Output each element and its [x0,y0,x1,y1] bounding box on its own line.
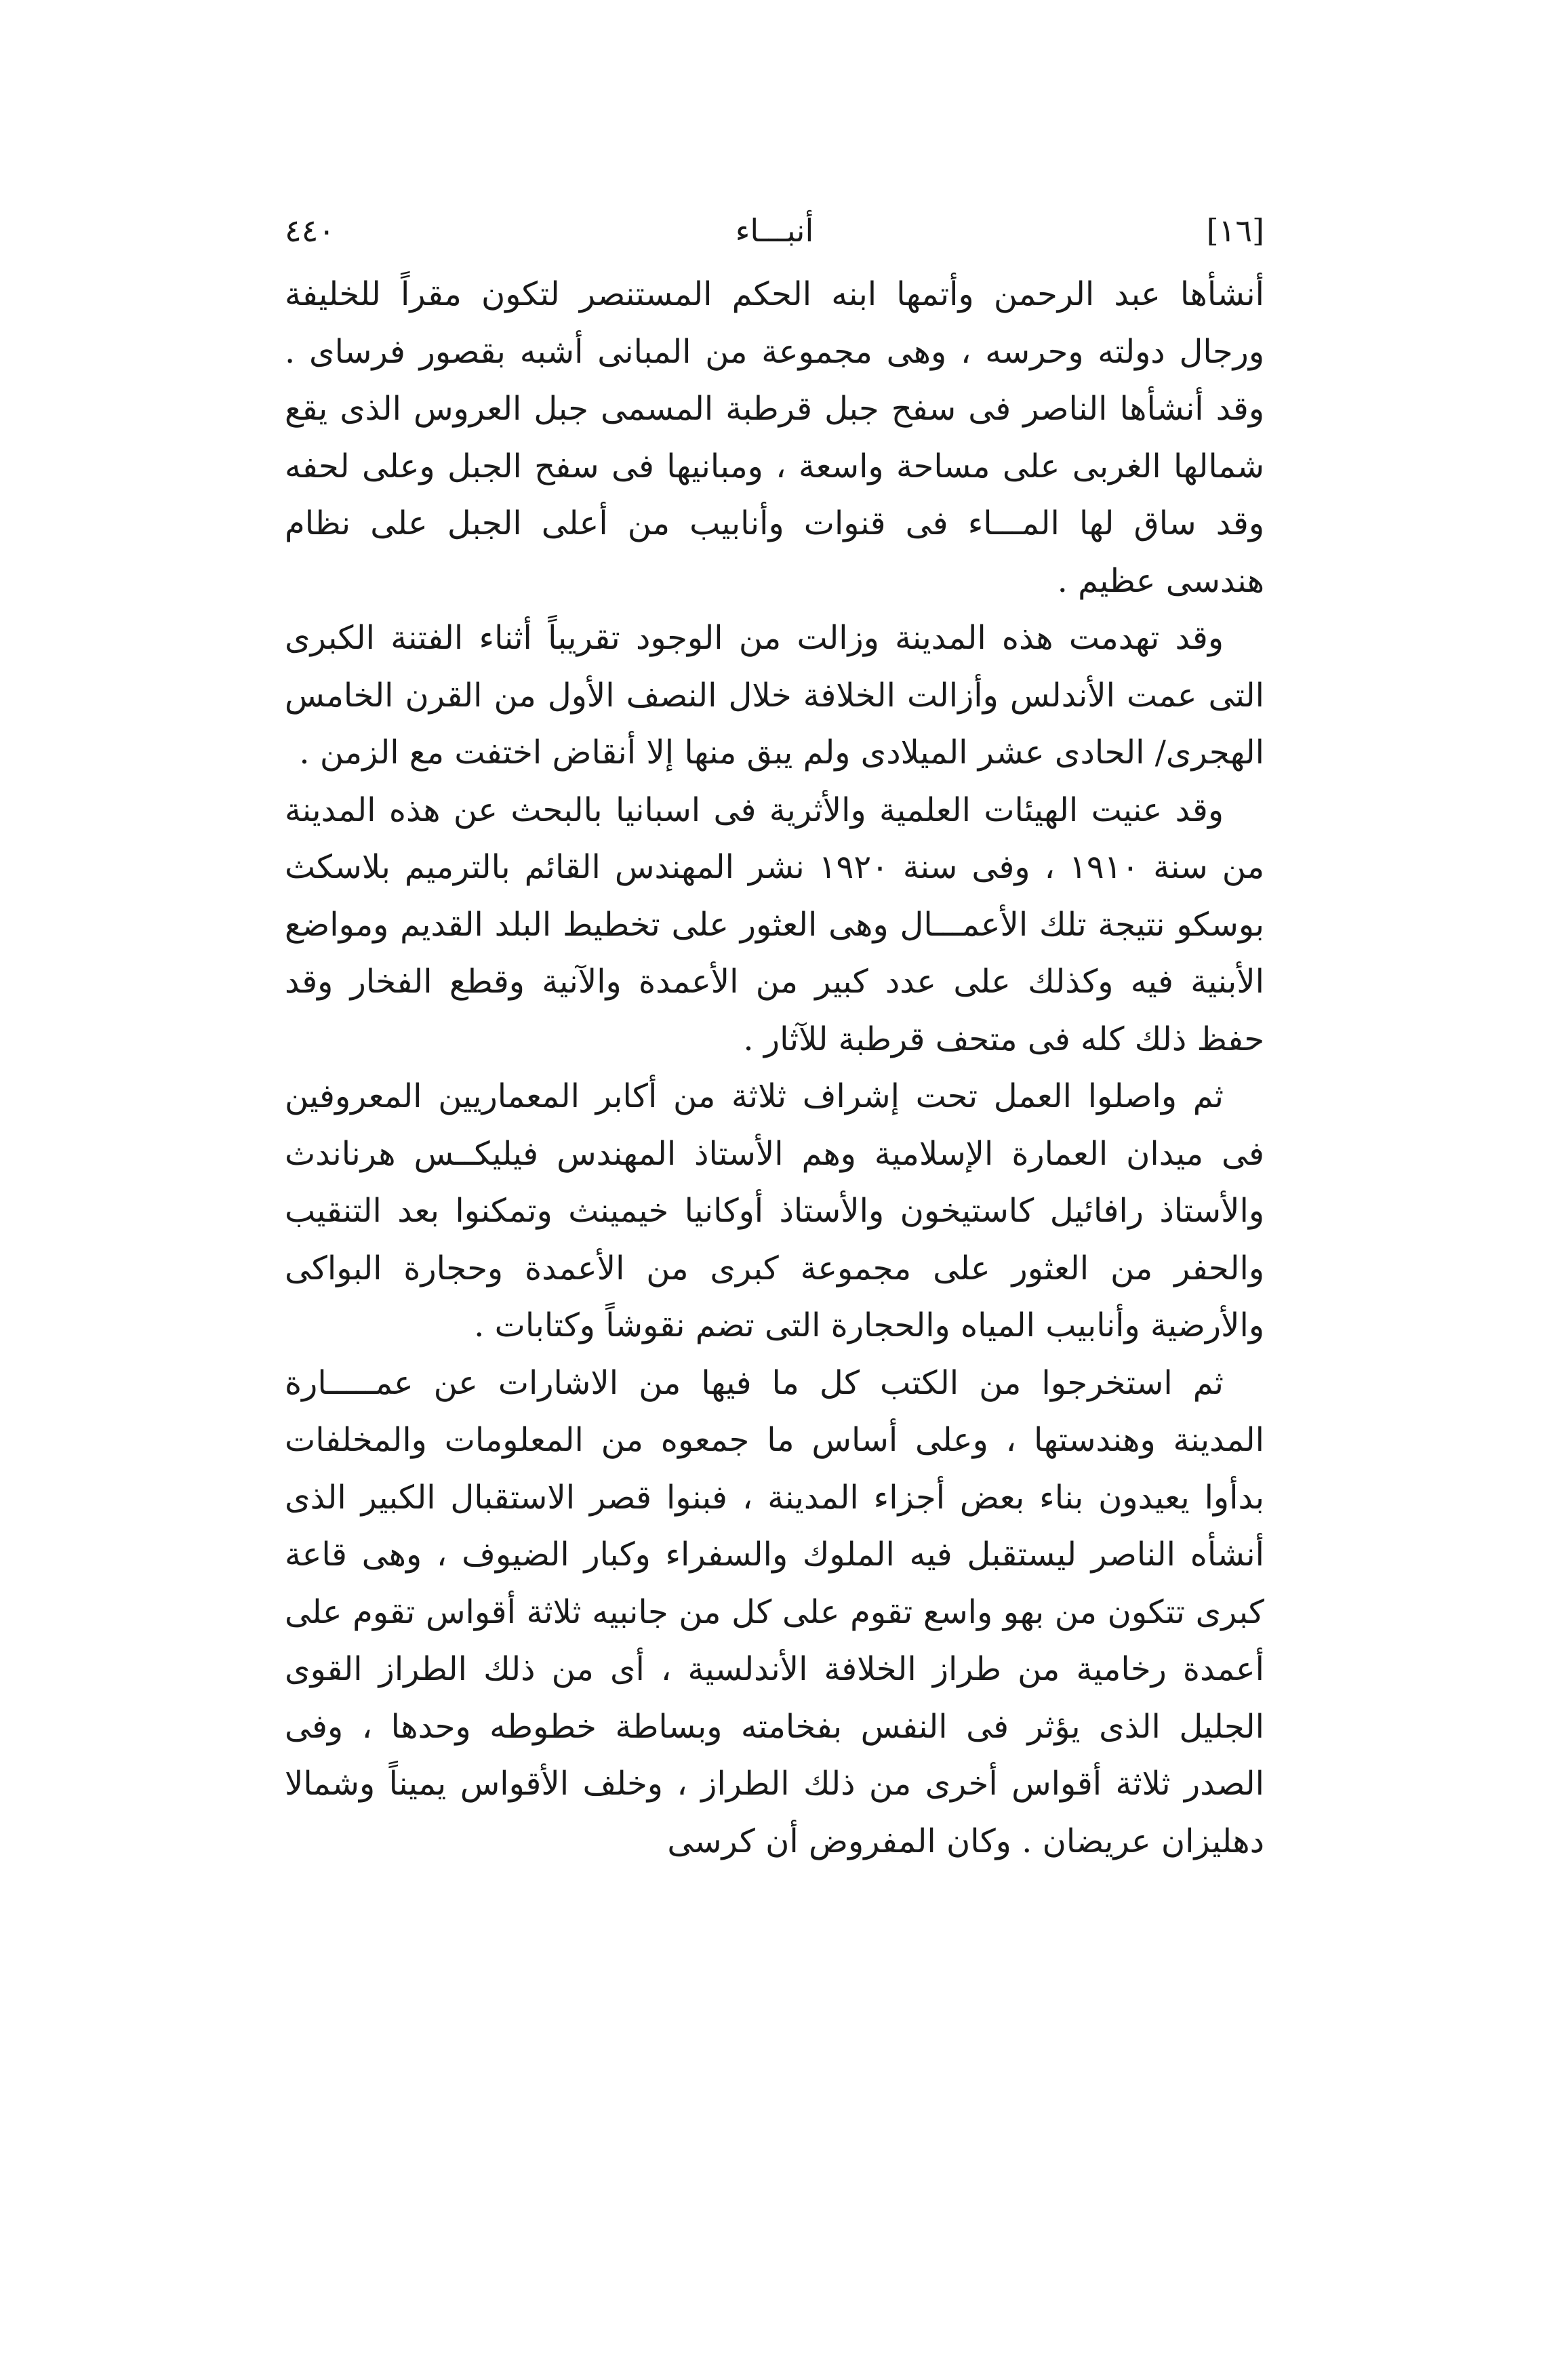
paragraph: ثم واصلوا العمل تحت إشراف ثلاثة من أكابر المعماريين المعروفين فى ميدان العمارة الإسلامية وهم الأستاذ المهندس فيليكــس هرناندث والأستاذ رافائيل كاستيخون والأستاذ أوكانيا خيمينث وتمكنوا بعد التنقيب والحفر من العثور على مجموعة كبرى من الأعمدة وحجارة البواكى والأرضية وأنابيب المياه والحجارة التى تضم نقوشاً وكتابات . [285,1077,1264,1344]
page-number: ٤٤٠ [285,212,336,249]
body-text [285,266,1264,1870]
running-head: أنبـــاء [735,212,814,249]
paragraph: وقد تهدمت هذه المدينة وزالت من الوجود تقريباً أثناء الفتنة الكبرى التى عمت الأندلس وأزالت الخلافة خلال النصف الأول من القرن الخامس الهجرى/ الحادى عشر الميلادى ولم يبق منها إلا أنقاض اختفت مع الزمن . [285,619,1264,772]
paragraph: أنشأها عبد الرحمن وأتمها ابنه الحكم المستنصر لتكون مقراً للخليفة ورجال دولته وحرسه ، وهى مجموعة من المبانى أشبه بقصور فرساى . وقد أنشأها الناصر فى سفح جبل قرطبة المسمى جبل العروس الذى يقع شمالها الغربى على مساحة واسعة ، ومبانيها فى سفح الجبل وعلى لحفه وقد ساق لها المـــاء فى قنوات وأنابيب من أعلى الجبل على نظام هندسى عظيم . [285,275,1264,600]
paragraph: ثم استخرجوا من الكتب كل ما فيها من الاشارات عن عمـــــارة المدينة وهندستها ، وعلى أساس ما جمعوه من المعلومات والمخلفات بدأوا يعيدون بناء بعض أجزاء المدينة ، فبنوا قصر الاستقبال الكبير الذى أنشأه الناصر ليستقبل فيه الملوك والسفراء وكبار الضيوف ، وهى قاعة كبرى تتكون من بهو واسع تقوم على كل من جانبيه ثلاثة أقواس تقوم على أعمدة رخامية من طراز الخلافة الأندلسية ، أى من ذلك الطراز القوى الجليل الذى يؤثر فى النفس بفخامته وبساطة خطوطه وحدها ، وفى الصدر ثلاثة أقواس أخرى من ذلك الطراز ، وخلف الأقواس يميناً وشمالا دهليزان عريضان . وكان المفروض أن كرسى [285,1363,1265,1860]
section-number: [١٦] [1206,212,1264,249]
page-header [285,203,1264,258]
paragraph: وقد عنيت الهيئات العلمية والأثرية فى اسبانيا بالبحث عن هذه المدينة من سنة ١٩١٠ ، وفى سنة ١٩٢٠ نشر المهندس القائم بالترميم بلاسكث بوسكو نتيجة تلك الأعمـــال وهى العثور على تخطيط البلد القديم ومواضع الأبنية فيه وكذلك على عدد كبير من الأعمدة والآنية وقطع الفخار وقد حفظ ذلك كله فى متحف قرطبة للآثار . [285,791,1265,1058]
